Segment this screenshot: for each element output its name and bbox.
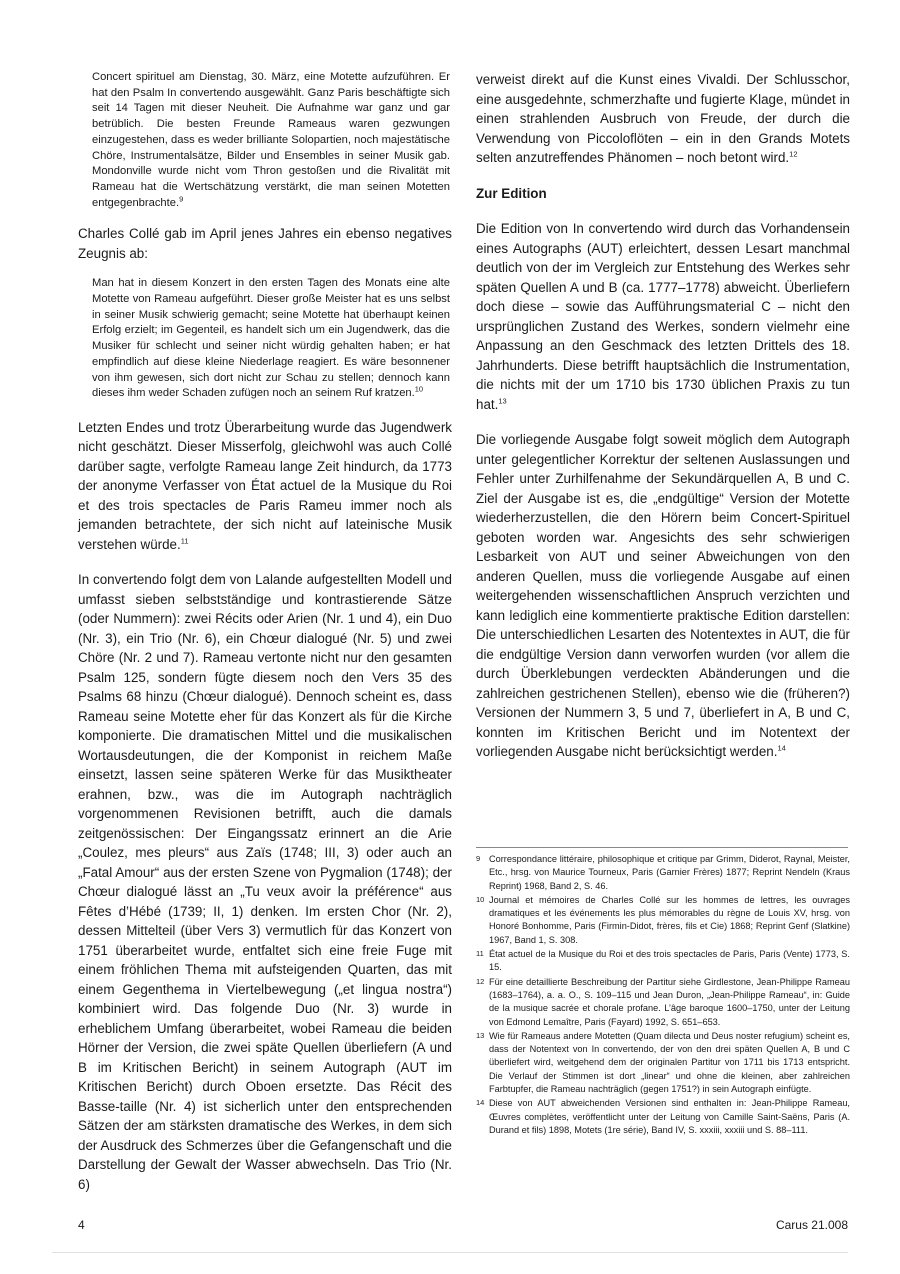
footnote-item: 12 Für eine detaillierte Beschreibung der Partitur siehe Girdlestone, Jean-Philippe Rameau (1683–1764), a. a. O., S. 109–115 und Jean Duron, „Jean-Philippe Rameau“, in: Guide de la musique sacrée et chorale profane. L’âge baroque 1600–1750, unter der Leitung von Edmond Lemaître, Paris (Fayard) 1992, S. 651–653.: [476, 976, 850, 1027]
paragraph-ausgabe: Die vorliegende Ausgabe folgt soweit möglich dem Autograph unter gelegentlicher Korrektur der seltenen Auslassungen und Fehler unter Zurhilfenahme der Sekundärquellen A, B und C. Ziel der Ausgabe ist es, die „endgültige“ Version der Motette wiederherzustellen, die den Hörern beim Concert-Spirituel geboten worden war. Angesichts des sehr schwierigen Lesbarkeit von AUT und seiner Abweichungen von den anderen Quellen, muss die vorliegende Ausgabe auf einen weitergehenden wissenschaftlichen Anspruch verzichten und kann lediglich eine kommentierte praktische Edition darstellen: Die unterschiedlichen Lesarten des Notentextes in AUT, die für die endgültige Version dann verworfen wurden (vor allem die durch Überklebungen verdeckten Abänderungen und die zahlreichen gestrichenen Stellen), ebenso wie die (früheren?) Versionen der Nummern 3, 5 und 7, überliefert in A, B und C, konnten im Kritischen Bericht und im Notentext der vorliegenden Ausgabe nicht berücksichtigt werden.$^{14}$: [476, 432, 850, 759]
footnote-item: 10 Journal et mémoires de Charles Collé sur les hommes de lettres, les ouvrages dramatiques et les événements les plus mémorables du règne de Louis XV, hrsg. von Honoré Bonhomme, Paris (Firmin-Didot, frères, fils et Cie) 1868; Reprint Genf (Slatkine) 1967, Band 1, S. 308.: [476, 894, 850, 945]
left-column: [78, 70, 452, 1194]
footnote-item: 9 Correspondance littéraire, philosophique et critique par Grimm, Diderot, Raynal, Meister, Etc., hrsg. von Maurice Tourneux, Paris (Garnier Frères) 1877; Reprint Nendeln (Kraus Reprint) 1968, Band 2, S. 46.: [476, 854, 850, 891]
block-quote-colle: Man hat in diesem Konzert in den ersten Tagen des Monats eine alte Motette von Rameau aufgeführt. Dieser große Meister hat es uns selbst in seiner Musik schwierig gemacht; seine Motette hat überhaupt keinen Erfolg erzielt; im Gegenteil, es handelt sich um ein Jugendwerk, das die Musiker für schlecht und seiner nicht würdig gehalten haben; er hat empfindlich auf diese kleine Niederlage reagiert. Es wäre besonnener von ihm gewesen, sich dort nicht zur Schau zu stellen; dennoch kann dieses ihm weder Schaden zufügen noch an seinem Ruf kratzen.$^{10}$: [92, 277, 450, 400]
footnote-item: 14 Diese von AUT abweichenden Versionen sind enthalten in: Jean-Philippe Rameau, Œuvres complètes, veröffentlicht unter der Leitung von Camille Saint-Saëns, Paris (A. Durand et fils) 1898, Motets (1re série), Band IV, S. xxxiii, xxxiii und S. 88–111.: [476, 1098, 850, 1135]
block-quote-concert-spirituel: Concert spirituel am Dienstag, 30. März, eine Motette aufzuführen. Er hat den Psalm In convertendo ausgewählt. Ganz Paris beschäftigte sich seit 14 Tagen mit dieser Neuheit. Die Aufnahme war ganz und gar betrüblich. Die besten Freunde Rameaus waren gezwungen einzugestehen, dass es weder brilliante Solopartien, noch majestätische Chöre, Instrumentalsätze, Bilder und Ensembles in seiner Musik gab. Mondonville wurde nicht vom Thron gestoßen und die Rivalität mit Rameau hat die Wertschätzung verstärkt, die man seinen Motetten entgegenbrachte.$^9$: [92, 71, 450, 209]
page-number: 4: [78, 1218, 85, 1232]
right-column: [476, 70, 850, 762]
paragraph-colle: Charles Collé gab im April jenes Jahres ein ebenso negatives Zeugnis ab:: [78, 226, 452, 261]
catalog-number: Carus 21.008: [775, 1218, 848, 1232]
footnote-item: 13 Wie für Rameaus andere Motetten (Quam dilecta und Deus noster refugium) scheint es, dass der Notentext von In convertendo, der von den drei späten Quellen A, B und C überliefert wird, weitgehend dem der originalen Partitur von 1711 bis 1713 entspricht. Die Verlauf der Stimmen ist dort „linear“ und ohne die kleinen, aber zahlreichen Farbtupfer, die Rameau nachträglich (gegen 1751?) in sein Autograph einfügte.: [476, 1030, 850, 1095]
paragraph-in-convertendo: In convertendo folgt dem von Lalande aufgestellten Modell und umfasst sieben selbstständige und kontrastierende Sätze (oder Nummern): zwei Récits oder Arien (Nr. 1 und 4), ein Duo (Nr. 3), ein Trio (Nr. 6), ein Chœur dialogué (Nr. 5) und zwei Chöre (Nr. 2 und 7). Rameau vertonte nicht nur den gesamten Psalm 125, sondern fügte diesem noch den Vers 35 des Psalms 68 hinzu (Chœur dialogué). Dennoch scheint es, dass Rameau seine Motette eher für das Konzert als für die Kirche komponierte. Die dramatischen Mittel und die musikalischen Wortausdeutungen, die der Komponist in reichem Maße einsetzt, lassen seine späteren Werke für das Musiktheater erahnen, bzw., was die im Autograph nachträglich vorgenommenen Revisionen betrifft, auch die damals zeitgenössischen: Der Eingangssatz erinnert an die Arie „Coulez, mes pleurs“ aus Zaïs (1748; III, 3) oder auch an „Fatal Amour“ aus der ersten Szene von Pygmalion (1748); der Chœur dialogué lässt an „Tu veux avoir la préférence“ aus Fêtes d’Hébé (1739; II, 1) denken. Im ersten Chor (Nr. 2), dessen Mittelteil (über Vers 3) vermutlich für das Konzert von 1751 überarbeitet wurde, entfaltet sich eine freie Fuge mit einem fröhlichen Thema mit aufsteigenden Quarten, das mit einem Gegenthema in Viertelbewegung („et lingua nostra“) kombiniert wird. Das folgende Duo (Nr. 3) wurde in erheblichem Umfang überarbeitet, wobei Rameau die beiden Hörner der Version, die zwei späte Quellen überliefern (A und B im Kritischen Bericht) in seinem Autograph (AUT im Kritischen Bericht) durch Oboen ersetzte. Das Récit des Basse-taille (Nr. 4) ist sicherlich unter den entsprechenden Sätzen der am stärksten dramatische des Werkes, in dem sich der Ausdruck des Schmerzes über die Gefangenschaft und die Darstellung der Gewalt der Wasser abwechseln. Das Trio (Nr. 6): [78, 572, 452, 1192]
paragraph-letzten-endes: Letzten Endes und trotz Überarbeitung wurde das Jugendwerk nicht geschätzt. Dieser Misserfolg, gleichwohl was auch Collé darüber sagte, verfolgte Rameau lange Zeit hindurch, da 1773 der anonyme Verfasser von État actuel de la Musique du Roi et des trois spectacles de Paris Rameu immer noch als jemanden betrachtete, der sich nicht auf lateinische Musik verstehen würde.$^{11}$: [78, 419, 452, 552]
footnote-item: 11 État actuel de la Musique du Roi et des trois spectacles de Paris, Paris (Vente) 1773, S. 15.: [476, 949, 850, 973]
paragraph-vivaldi: verweist direkt auf die Kunst eines Vivaldi. Der Schlusschor, eine ausgedehnte, schmerzhafte und fugierte Klage, mündet in einen strahlenden Ausbruch von Freude, der durch die Verwendung von Piccoloflöten – ein in den Grands Motets selten anzutreffendes Phänomen – noch betont wird.$^{12}$: [476, 72, 850, 165]
bottom-divider: [52, 1252, 848, 1253]
footnotes: [476, 853, 850, 1138]
paragraph-edition: Die Edition von In convertendo wird durch das Vorhandensein eines Autographs (AUT) erleichtert, dessen Lesart manchmal deutlich von der im Vergleich zur Entstehung des Werkes sehr späten Quellen A und B (ca. 1777–1778) abweicht. Überliefern doch diese – sowie das Aufführungsmaterial C – nicht den ursprünglichen Zustand des Werkes, sondern vielmehr eine Anpassung an den Geschmack des letzten Drittels des 18. Jahrhunderts. Diese betrifft hauptsächlich die Instrumentation, die nichts mit der um 1710 bis 1730 üblichen Praxis zu tun hat.$^{13}$: [476, 221, 850, 412]
section-heading-zur-edition: Zur Edition: [476, 185, 547, 201]
footnote-divider: [476, 847, 848, 848]
